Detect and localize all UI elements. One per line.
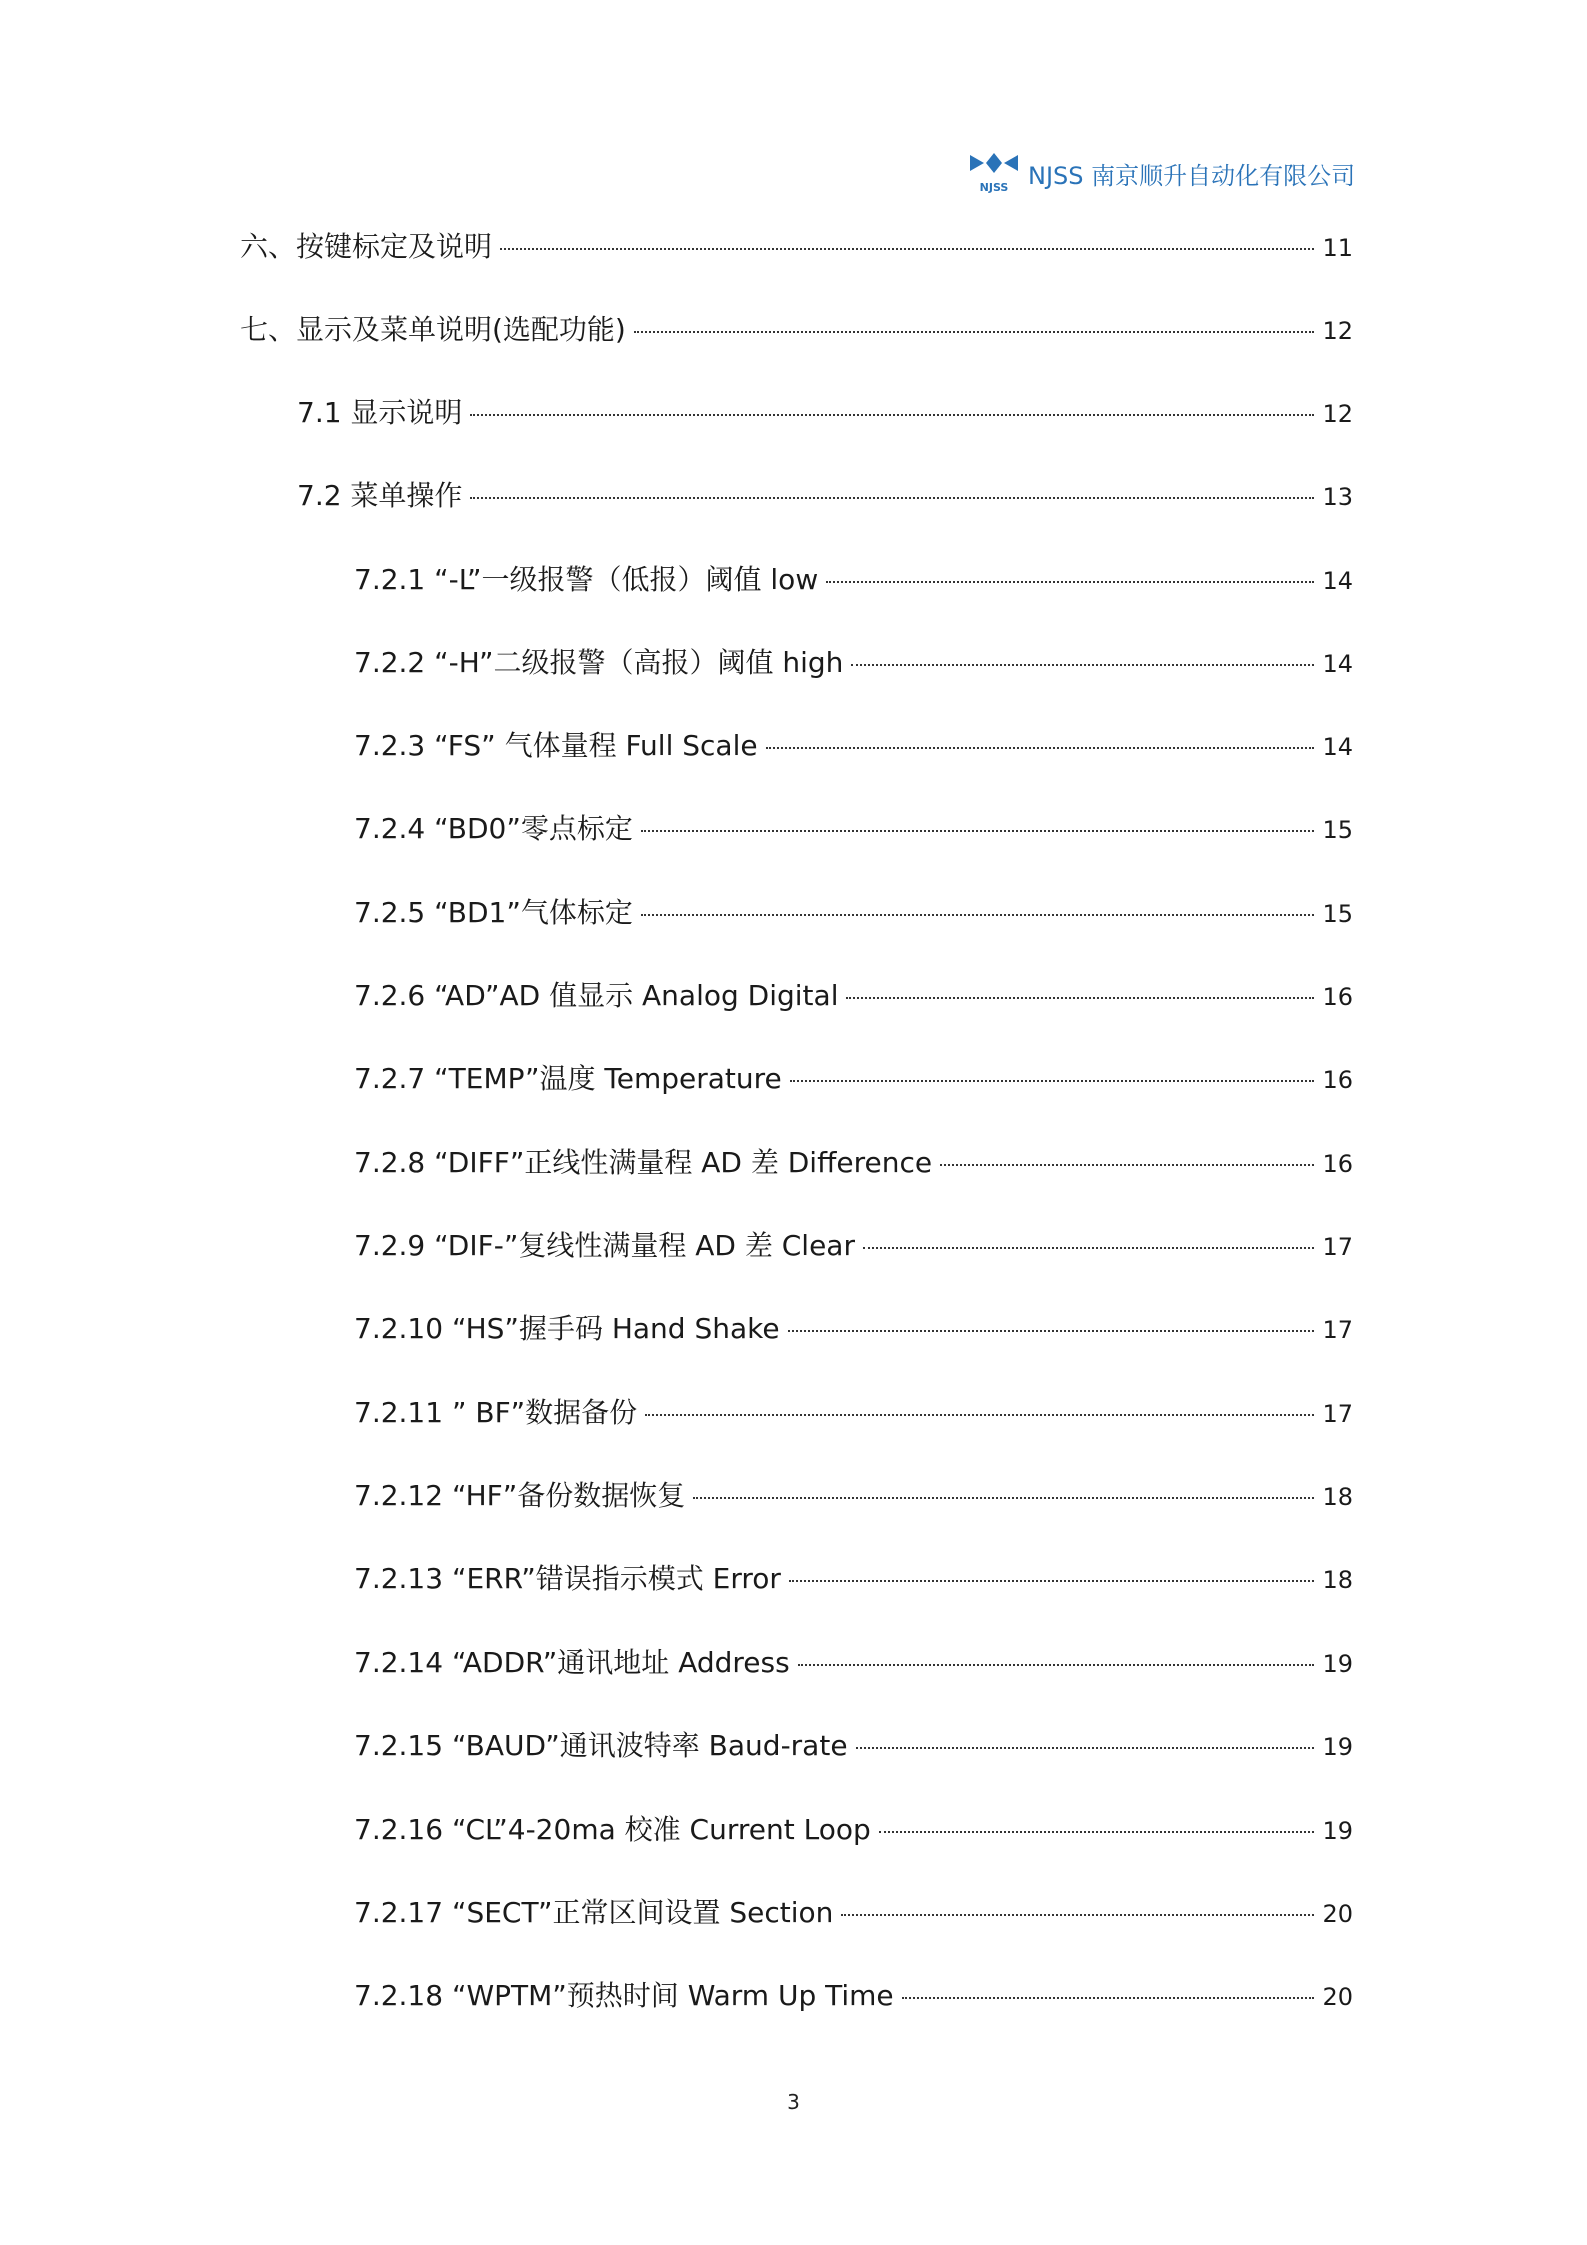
toc-entry[interactable] — [354, 1309, 1353, 1349]
toc-entry-page: 14 — [1322, 733, 1353, 761]
company-name: NJSS 南京顺升自动化有限公司 — [1028, 161, 1356, 190]
toc-entry-page: 15 — [1322, 900, 1353, 928]
dot-leader — [789, 1580, 1315, 1582]
toc-entry-page: 20 — [1322, 1983, 1353, 2011]
toc-entry[interactable] — [240, 310, 1353, 350]
dot-leader — [940, 1164, 1314, 1166]
toc-entry-page: 17 — [1322, 1400, 1353, 1428]
page-number: 3 — [787, 2090, 800, 2114]
dot-leader — [470, 497, 1314, 499]
toc-entry-label: 7.2.2 “-H”二级报警（高报）阈值 high — [354, 646, 844, 679]
toc-entry-page: 17 — [1322, 1316, 1353, 1344]
toc-entry-page: 20 — [1322, 1900, 1353, 1928]
toc-entry-page: 12 — [1322, 317, 1353, 345]
company-logo — [966, 151, 1022, 195]
toc-entry[interactable] — [354, 809, 1353, 849]
njss-logo-icon — [966, 151, 1022, 195]
page-header — [966, 150, 1356, 196]
toc-entry-label: 7.2.7 “TEMP”温度 Temperature — [354, 1062, 782, 1095]
toc-entry-label: 7.2.4 “BD0”零点标定 — [354, 812, 633, 845]
dot-leader — [863, 1247, 1314, 1249]
toc-entry-page: 12 — [1322, 400, 1353, 428]
toc-entry[interactable] — [354, 1893, 1353, 1933]
toc-entry-label: 7.2.6 “AD”AD 值显示 Analog Digital — [354, 979, 839, 1012]
dot-leader — [470, 414, 1314, 416]
dot-leader — [634, 331, 1315, 333]
dot-leader — [788, 1330, 1315, 1332]
toc-entry-label: 七、显示及菜单说明(选配功能) — [240, 313, 626, 346]
toc-entry-page: 16 — [1322, 1150, 1353, 1178]
toc-entry-page: 19 — [1322, 1733, 1353, 1761]
toc-entry[interactable] — [354, 726, 1353, 766]
dot-leader — [856, 1747, 1315, 1749]
toc-entry[interactable] — [354, 1143, 1353, 1183]
toc-entry-page: 19 — [1322, 1650, 1353, 1678]
dot-leader — [902, 1997, 1315, 1999]
dot-leader — [693, 1497, 1314, 1499]
dot-leader — [798, 1664, 1315, 1666]
toc-entry[interactable] — [354, 1976, 1353, 2016]
toc-entry[interactable] — [354, 893, 1353, 933]
toc-entry-page: 19 — [1322, 1817, 1353, 1845]
toc-entry-label: 7.2.8 “DIFF”正线性满量程 AD 差 Difference — [354, 1146, 933, 1179]
toc-entry-label: 7.2.1 “-L”一级报警（低报）阈值 low — [354, 563, 819, 596]
toc-entry[interactable] — [297, 476, 1353, 516]
dot-leader — [645, 1414, 1314, 1416]
toc-entry[interactable] — [354, 1726, 1353, 1766]
dot-leader — [846, 997, 1314, 999]
toc-entry-page: 11 — [1322, 234, 1353, 262]
toc-entry-label: 7.2.10 “HS”握手码 Hand Shake — [354, 1312, 780, 1345]
toc-entry-label: 7.1 显示说明 — [297, 396, 463, 429]
toc-entry-label: 7.2.14 “ADDR”通讯地址 Address — [354, 1646, 790, 1679]
dot-leader — [641, 830, 1315, 832]
dot-leader — [766, 747, 1315, 749]
dot-leader — [879, 1831, 1315, 1833]
dot-leader — [790, 1080, 1315, 1082]
toc-entry[interactable] — [354, 643, 1353, 683]
toc-entry[interactable] — [354, 1059, 1353, 1099]
dot-leader — [826, 581, 1314, 583]
toc-entry-label: 7.2.18 “WPTM”预热时间 Warm Up Time — [354, 1979, 894, 2012]
toc-entry[interactable] — [354, 1393, 1353, 1433]
dot-leader — [500, 248, 1314, 250]
toc-entry[interactable] — [297, 393, 1353, 433]
toc-entry-label: 7.2.5 “BD1”气体标定 — [354, 896, 633, 929]
dot-leader — [851, 664, 1314, 666]
toc-entry-page: 14 — [1322, 567, 1353, 595]
toc-entry[interactable] — [354, 1476, 1353, 1516]
toc-entry[interactable] — [354, 1810, 1353, 1850]
toc-entry[interactable] — [354, 1643, 1353, 1683]
toc-entry-page: 16 — [1322, 1066, 1353, 1094]
toc-entry-label: 7.2.15 “BAUD”通讯波特率 Baud-rate — [354, 1729, 848, 1762]
toc-entry-page: 14 — [1322, 650, 1353, 678]
toc-entry-label: 六、按键标定及说明 — [240, 230, 493, 263]
toc-entry-label: 7.2.17 “SECT”正常区间设置 Section — [354, 1896, 834, 1929]
toc-entry-page: 16 — [1322, 983, 1353, 1011]
toc-entry[interactable] — [354, 560, 1353, 600]
toc-entry-page: 18 — [1322, 1566, 1353, 1594]
dot-leader — [641, 914, 1315, 916]
toc-entry-page: 18 — [1322, 1483, 1353, 1511]
svg-text:NJSS: NJSS — [979, 181, 1009, 194]
dot-leader — [841, 1914, 1314, 1916]
toc-entry-label: 7.2.16 “CL”4-20ma 校准 Current Loop — [354, 1813, 871, 1846]
toc-entry-page: 15 — [1322, 816, 1353, 844]
toc-entry[interactable] — [240, 227, 1353, 267]
toc-entry-label: 7.2.12 “HF”备份数据恢复 — [354, 1479, 686, 1512]
toc-entry-label: 7.2.13 “ERR”错误指示模式 Error — [354, 1562, 781, 1595]
toc-entry-label: 7.2 菜单操作 — [297, 479, 463, 512]
toc-entry[interactable] — [354, 1226, 1353, 1266]
toc-entry-label: 7.2.11 ” BF”数据备份 — [354, 1396, 638, 1429]
toc-entry[interactable] — [354, 976, 1353, 1016]
toc-entry-page: 17 — [1322, 1233, 1353, 1261]
toc-entry-page: 13 — [1322, 483, 1353, 511]
toc-entry[interactable] — [354, 1559, 1353, 1599]
toc-entry-label: 7.2.9 “DIF-”复线性满量程 AD 差 Clear — [354, 1229, 855, 1262]
toc-entry-label: 7.2.3 “FS” 气体量程 Full Scale — [354, 729, 758, 762]
